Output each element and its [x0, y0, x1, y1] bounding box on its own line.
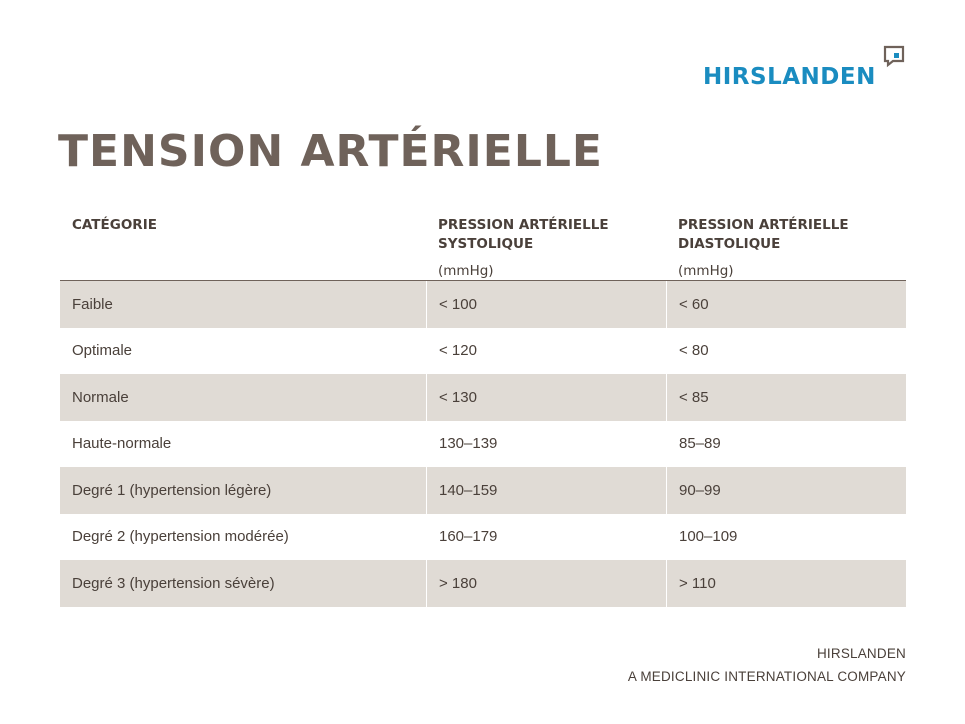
table-row — [60, 467, 906, 514]
header-systolic-unit: (mmHg) — [438, 263, 494, 279]
table-row — [60, 514, 906, 561]
systolic-cell: 130–139 — [426, 421, 666, 468]
header-diastolic — [666, 210, 906, 281]
header-diastolic-label: PRESSION ARTÉRIELLE — [678, 217, 849, 233]
logo-text: HIRSLANDEN — [703, 64, 876, 90]
header-diastolic-unit: (mmHg) — [678, 263, 734, 279]
category-cell: Degré 3 (hypertension sévère) — [72, 574, 275, 592]
category-cell: Optimale — [72, 342, 133, 360]
diastolic-cell: 90–99 — [666, 467, 906, 514]
hirslanden-logo — [703, 44, 906, 90]
table-header — [60, 210, 906, 281]
category-cell: Faible — [72, 295, 113, 313]
category-cell: Normale — [72, 388, 129, 406]
logo-mark-icon — [882, 44, 906, 68]
table-row — [60, 328, 906, 375]
systolic-cell: 140–159 — [426, 467, 666, 514]
header-systolic-label: PRESSION ARTÉRIELLE — [438, 217, 609, 233]
table-row — [60, 374, 906, 421]
blood-pressure-table — [60, 210, 906, 607]
page-title: TENSION ARTÉRIELLE — [58, 126, 603, 177]
category-cell: Degré 2 (hypertension modérée) — [72, 528, 289, 546]
header-systolic — [426, 210, 666, 281]
diastolic-cell: 100–109 — [666, 514, 906, 561]
header-category — [60, 210, 426, 281]
systolic-cell: < 100 — [426, 281, 666, 328]
table-row — [60, 421, 906, 468]
diastolic-cell: 85–89 — [666, 421, 906, 468]
diastolic-cell: < 80 — [666, 328, 906, 375]
category-cell: Haute-normale — [72, 435, 172, 453]
systolic-cell: < 130 — [426, 374, 666, 421]
footer-brand: HIRSLANDEN — [816, 646, 906, 661]
table-row — [60, 281, 906, 328]
category-cell: Degré 1 (hypertension légère) — [72, 481, 272, 499]
diastolic-cell: < 85 — [666, 374, 906, 421]
diastolic-cell: < 60 — [666, 281, 906, 328]
systolic-cell: > 180 — [426, 560, 666, 607]
header-category-label: CATÉGORIE — [72, 217, 157, 233]
header-systolic-label2: SYSTOLIQUE — [438, 236, 534, 252]
systolic-cell: 160–179 — [426, 514, 666, 561]
footer — [628, 642, 906, 688]
table-row — [60, 560, 906, 607]
diastolic-cell: > 110 — [666, 560, 906, 607]
systolic-cell: < 120 — [426, 328, 666, 375]
header-diastolic-label2: DIASTOLIQUE — [678, 236, 781, 252]
footer-tagline: A MEDICLINIC INTERNATIONAL COMPANY — [627, 669, 906, 684]
